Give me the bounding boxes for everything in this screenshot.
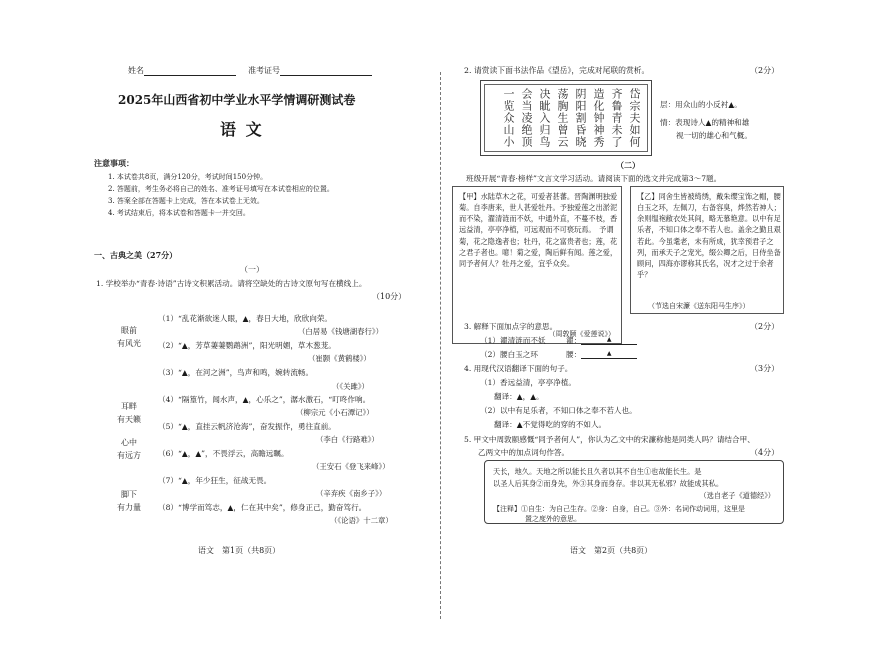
question-1-score: （10分） bbox=[372, 292, 407, 301]
calligraphy-column: 齐鲁青未了 bbox=[610, 88, 623, 148]
fill-line: （2）“▲，芳草萋萋鹦鹉洲”，阳光明媚，草木葱茏。 bbox=[158, 341, 336, 350]
fill-line: （3）“▲，在河之洲”，鸟声和鸣，婉转流畅。 bbox=[158, 368, 314, 377]
q2-line-b1: 情：表现诗人▲的精神和雄 bbox=[660, 118, 750, 127]
quote-box bbox=[484, 460, 784, 524]
calligraphy-column: 造化钟神秀 bbox=[592, 88, 605, 148]
calligraphy-column: 一览众山小 bbox=[502, 88, 515, 148]
question-5-score: （4分） bbox=[750, 448, 780, 457]
category-label: 脚下 有力量 bbox=[117, 490, 141, 512]
category-label: 心中 有远方 bbox=[117, 438, 141, 460]
fill-line-source: （柳宗元《小石潭记》） bbox=[296, 408, 374, 417]
q4-translation-b: 翻译：▲不觉得吃的穿的不如人。 bbox=[494, 420, 607, 429]
part2-intro: 班级开展“青春·榜样”文言文学习活动。请阅读下面的选文并完成第3～7题。 bbox=[466, 174, 722, 183]
question-2-stem: 2. 请赏读下面书法作品《望岳》，完成对尾联的赏析。 bbox=[464, 66, 650, 75]
fill-line-source: （崔颢《黄鹤楼》） bbox=[308, 354, 371, 363]
quote-note-cont: 置之度外的意思。 bbox=[525, 515, 581, 523]
q3-answer-b: 腰： ▲ bbox=[566, 350, 637, 359]
calligraphy-column: 荡胸生曾云 bbox=[556, 88, 569, 148]
fill-line-source: （《关雎》） bbox=[332, 382, 369, 391]
part-label: （一） bbox=[240, 265, 264, 274]
question-4-score: （3分） bbox=[750, 364, 780, 373]
calligraphy-column: 岱宗夫如何 bbox=[628, 88, 641, 148]
q4-item-a: （1）香远益清，亭亭净植。 bbox=[480, 378, 576, 387]
quote-line: 天长，地久。天地之所以能长且久者以其不自生①也故能长生。是 bbox=[493, 467, 702, 476]
quote-line: 以圣人后其身②而身先，外③其身而身存。非以其无私邪？故能成其私。 bbox=[493, 479, 724, 488]
question-5-stem-cont: 乙两文中的加点词句作答。 bbox=[478, 448, 570, 457]
calligraphy-column: 会当凌绝顶 bbox=[520, 88, 533, 148]
fill-line: （7）“▲，年少狂生，征战无畏。 bbox=[158, 476, 272, 485]
name-underline bbox=[144, 67, 236, 76]
passage-yi-source: （节选自宋濂《送东阳马生序》） bbox=[648, 302, 750, 310]
question-4-stem: 4. 用现代汉语翻译下面的句子。 bbox=[464, 364, 573, 373]
notice-item: 2. 答题前，考生务必将自己的姓名、准考证号填写在本试卷相应的位置。 bbox=[108, 185, 334, 193]
fill-line: （8）“博学而笃志，▲，仁在其中矣”，修身正己，勤奋笃行。 bbox=[158, 503, 367, 512]
question-5-stem: 5. 甲文中周敦颐感慨“同予者何人”，你认为乙文中的宋濂称他是同类人吗？请结合甲、 bbox=[464, 435, 755, 444]
passage-yi-box bbox=[630, 186, 784, 314]
fill-line: （6）“▲，▲”，不畏浮云，高瞻远瞩。 bbox=[158, 449, 289, 458]
calligraphy-column: 阴阳割昏晓 bbox=[574, 88, 587, 148]
question-3-score: （2分） bbox=[750, 322, 780, 331]
quote-source: （选自老子《道德经》） bbox=[699, 491, 775, 500]
fill-line: （5）“▲，直挂云帆济沧海”，奋发振作，勇往直前。 bbox=[158, 422, 336, 431]
category-label: 耳畔 有天籁 bbox=[117, 402, 141, 424]
fill-line-source: （白居易《钱塘湖春行》） bbox=[298, 327, 383, 336]
passage-jia-source: （周敦颐《爱莲说》） bbox=[548, 330, 615, 339]
exam-number-label: 准考证号 bbox=[248, 66, 280, 75]
name-label: 姓名 bbox=[128, 66, 144, 75]
q4-translation-a: 翻译：▲，▲。 bbox=[494, 392, 544, 401]
exam-number-field bbox=[248, 66, 372, 76]
exam-title: 2025年山西省初中学业水平学情调研测试卷 bbox=[118, 93, 356, 107]
category-label: 眼前 有风光 bbox=[117, 326, 141, 348]
fill-line-source: （李白《行路难》） bbox=[316, 435, 379, 444]
exam-number-underline bbox=[280, 67, 372, 76]
q2-line-a: 层：用众山的小反衬▲。 bbox=[660, 100, 742, 109]
part-label: （二） bbox=[616, 160, 640, 170]
fill-line-source: （王安石《登飞来峰》） bbox=[312, 462, 390, 471]
page-footer: 语文 第2页（共8页） bbox=[570, 546, 653, 555]
notice-heading: 注意事项： bbox=[94, 158, 134, 168]
calligraphy-artwork bbox=[480, 80, 652, 156]
q2-line-b2: 视一切的雄心和气概。 bbox=[676, 131, 752, 140]
question-1-stem: 1. 学校举办“青春·诗语”古诗文积累活动。请将空缺处的古诗文原句写在横线上。 bbox=[96, 279, 367, 288]
quote-note: 【注释】①自生：为自己生存。②身：自身，自己。③外：名词作动词用，这里是 bbox=[493, 505, 745, 513]
page-2 bbox=[444, 0, 870, 659]
question-3-stem: 3. 解释下面加点字的意思。 bbox=[464, 322, 558, 331]
fill-line-source: （《论语》十二章） bbox=[330, 516, 393, 525]
page-footer: 语文 第1页（共8页） bbox=[198, 546, 281, 555]
passage-jia: 【甲】水陆草木之花，可爱者甚蕃。晋陶渊明独爱菊。自李唐来，世人甚爱牡丹。予独爱莲之出淤泥而不染，濯清涟而不妖，中通外直，不蔓不枝，香远益清，亭亭净植，可远观而不可亵玩焉。 予谓菊，花之隐逸者也；牡丹，花之富贵者也；莲，花之君子者也。噫！菊之爱，陶后鲜有闻。莲之爱，同予者何人？牡丹之爱，宜乎众矣。 bbox=[459, 192, 618, 268]
q3-answer-a: 濯： ▲ bbox=[566, 336, 637, 345]
fill-line: （1）“乱花渐欲迷人眼，▲，春日大地，欣欣向荣。 bbox=[158, 314, 333, 323]
passage-yi: 【乙】同舍生皆被绮绣，戴朱缨宝饰之帽，腰白玉之环，左佩刀，右备容臭，烨然若神人；余则缊袍敝衣处其间，略无慕艳意。以中有足乐者，不知口体之奉不若人也。盖余之勤且艰若此。今虽耄老，未有所成，犹幸预君子之列，而承天子之宠光，缀公卿之后，日侍坐备顾问，四海亦谬称其氏名，况才之过于余者乎？ bbox=[637, 192, 781, 280]
section-heading: 一、古典之美（27分） bbox=[94, 250, 178, 260]
subject-title: 语 文 bbox=[220, 120, 264, 139]
notice-item: 4. 考试结束后，将本试卷和答题卡一并交回。 bbox=[108, 209, 250, 217]
question-2-score: （2分） bbox=[750, 66, 780, 75]
q4-item-b: （2）以中有足乐者，不知口体之奉不若人也。 bbox=[480, 406, 637, 415]
q3-item-b: （2）腰白玉之环 bbox=[480, 350, 538, 359]
fill-line-source: （辛弃疾《南乡子》） bbox=[316, 489, 387, 498]
calligraphy-column: 决眦入归鸟 bbox=[538, 88, 551, 148]
notice-item: 3. 答案全部在答题卡上完成，答在本试卷上无效。 bbox=[108, 197, 264, 205]
passage-jia-box bbox=[452, 186, 622, 344]
name-field bbox=[128, 66, 236, 76]
fill-line: （4）“隔篁竹，闻水声，▲，心乐之”，潺水激石，“叮咚作响。 bbox=[158, 395, 371, 404]
q3-item-a: （1）濯清涟而不妖 bbox=[480, 336, 546, 345]
notice-item: 1. 本试卷共8页，满分120分，考试时间150分钟。 bbox=[108, 173, 268, 181]
page-divider bbox=[440, 72, 441, 619]
